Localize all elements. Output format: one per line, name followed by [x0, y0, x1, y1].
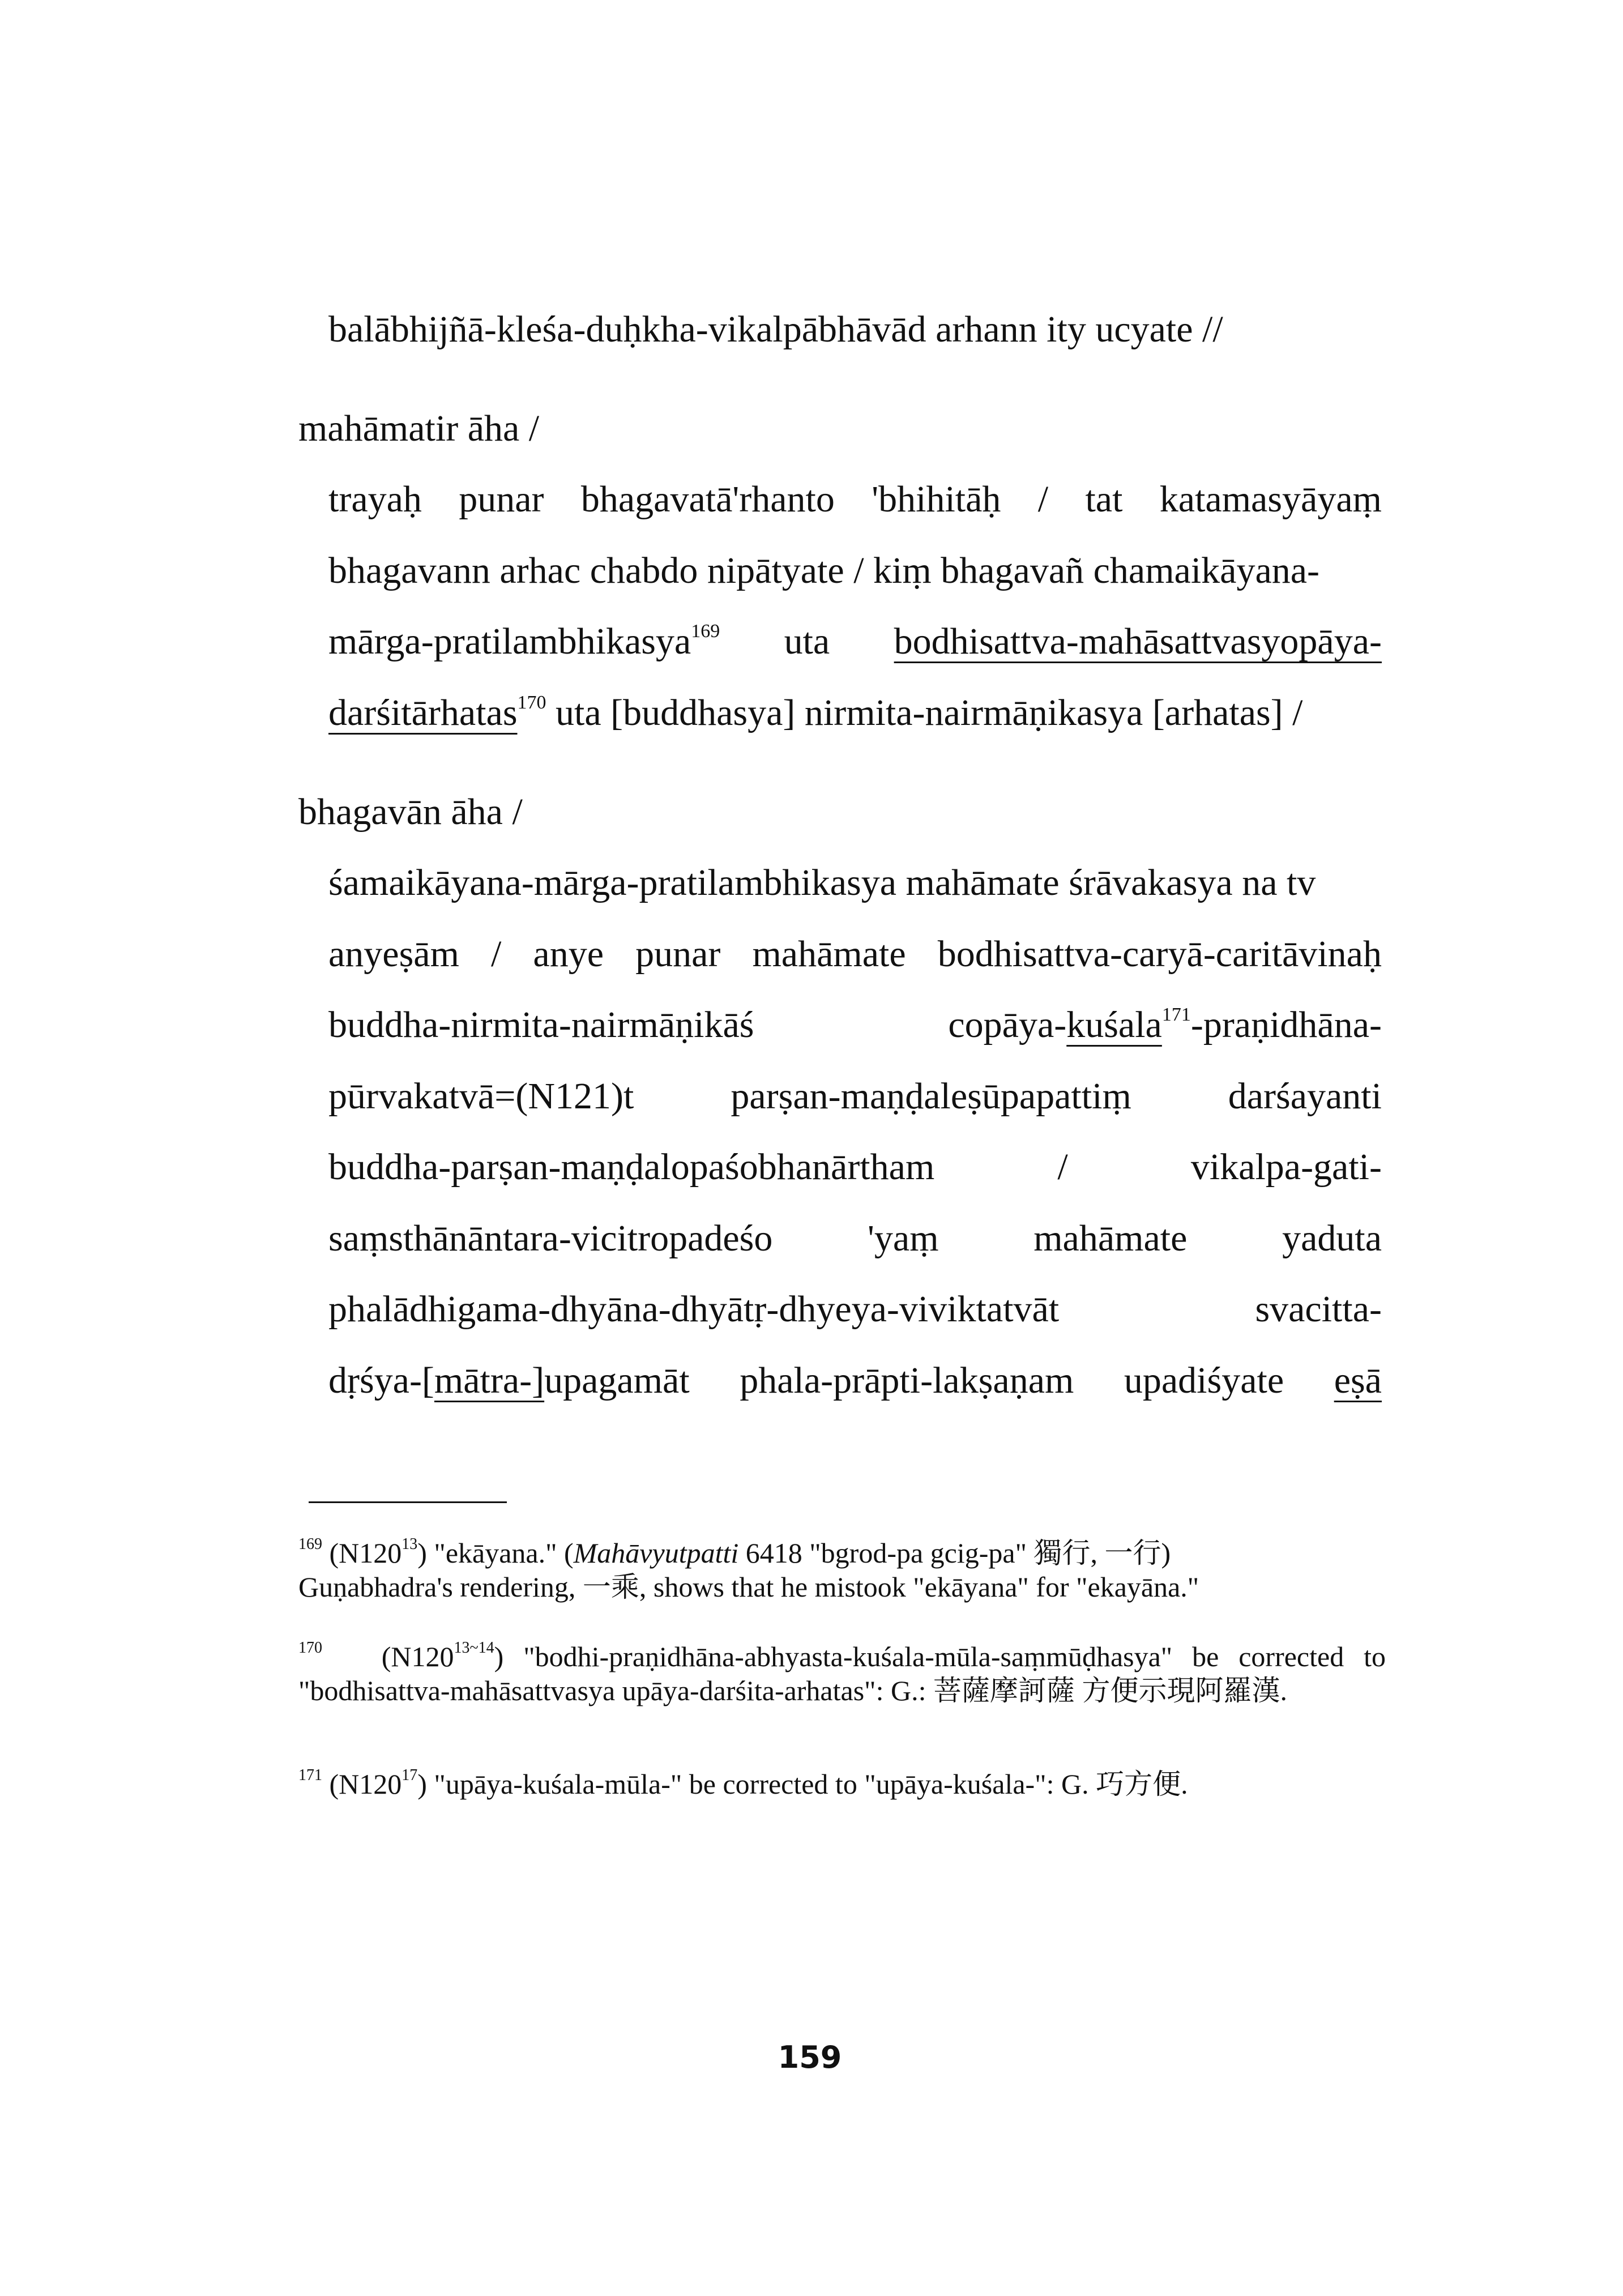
word: phala-prāpti-lakṣaṇam: [740, 1360, 1074, 1401]
body-line-11: [328, 1074, 1382, 1119]
word: mahāmate: [752, 933, 906, 975]
word: upadiśyate: [1124, 1360, 1284, 1401]
word: svacitta-: [1255, 1288, 1382, 1330]
body-line-3: [328, 477, 1382, 522]
footnote-171: $^{171}$ $(N120^{17})$ "upāya-kuśala-mūla-" be corrected to "upāya-kuśala-": G. 巧方便.: [298, 1766, 1188, 1800]
word: anye: [533, 933, 604, 975]
word: vikalpa-gati-: [1190, 1146, 1382, 1188]
word: punar: [635, 933, 721, 975]
word: mahāmate: [1033, 1218, 1188, 1259]
body-line-12: [328, 1145, 1382, 1190]
word: buddha-nirmita-nairmāṇikāś: [328, 1004, 754, 1045]
underlined-word: eṣā: [1334, 1360, 1382, 1401]
body-line-10: [328, 1002, 1382, 1048]
word: /: [490, 933, 502, 975]
page-number: 159: [778, 2039, 842, 2075]
body-line-8: śamaikāyana-mārga-pratilambhikasya mahāmate śrāvakasya na tv: [328, 862, 1316, 903]
body-line-6: [328, 690, 1303, 736]
body-line-1: balābhijñā-kleśa-duḥkha-vikalpābhāvād arhann ity ucyate //: [328, 309, 1223, 350]
word: 'bhihitāḥ: [872, 479, 1001, 520]
body-line-14: [328, 1287, 1382, 1332]
word: saṃsthānāntara-vicitropadeśo: [328, 1218, 773, 1259]
body-line-4: bhagavann arhac chabdo nipātyate / kiṃ bhagavañ chamaikāyana-: [328, 550, 1320, 591]
footnote-ref-169[interactable]: 169: [691, 621, 720, 642]
word: pūrvakatvā=(N121)t: [328, 1076, 634, 1117]
body-line-5: [328, 619, 1382, 664]
body-line-13: [328, 1216, 1382, 1261]
word: uta [buddhasya] nirmita-nairmāṇikasya [arhatas] /: [556, 692, 1303, 733]
word: buddha-parṣan-maṇḍalopaśobhanārtham: [328, 1146, 935, 1188]
word: punar: [459, 479, 544, 520]
word: anyeṣām: [328, 933, 459, 975]
footnote-ref-170[interactable]: 170: [517, 692, 546, 713]
word: /: [1037, 479, 1049, 520]
word: trayaḥ: [328, 479, 422, 520]
underlined-word: darśitārhatas: [328, 692, 518, 733]
footnote-divider: [309, 1501, 507, 1503]
body-line-15: [328, 1358, 1382, 1403]
word: uta: [784, 621, 830, 662]
footnote-169: [298, 1536, 1386, 1604]
footnote-number: 171: [298, 1766, 322, 1785]
word: phalādhigama-dhyāna-dhyātṛ-dhyeya-viviktatvāt: [328, 1288, 1060, 1330]
word: darśayanti: [1228, 1076, 1382, 1117]
word: tat: [1085, 479, 1123, 520]
footnote-number: 170: [298, 1639, 322, 1657]
underlined-word: mātra-]: [434, 1360, 545, 1401]
footnote-169-line-1: $^{169}$ $(N120^{13})$ "ekāyana." (Mahāvyutpatti 6418 "bgrod-pa gcig-pa" 獨行, 一行): [298, 1535, 1171, 1569]
word: yaduta: [1282, 1218, 1382, 1259]
word: bodhisattva-caryā-caritāvinaḥ: [937, 933, 1382, 975]
footnote-170: $^{170}$ $(N120^{13\sim 14})$ "bodhi-praṇidhāna-abhyasta-kuśala-mūla-saṃmūḍhasya" be corrected to "bodhisattva-mahāsattvasya upāya-darśita-arhatas": G.: 菩薩摩訶薩 方便示現阿羅漢.: [298, 1639, 1386, 1706]
footnote-169-line-2: Guṇabhadra's rendering, 一乘, shows that he mistook "ekāyana" for "ekayāna.": [298, 1571, 1199, 1603]
word: copāya-kuśala$^{171}$-praṇidhāna-: [948, 1004, 1382, 1045]
word: dṛśya-[mātra-]upagamāt: [328, 1360, 690, 1401]
body-line-9: [328, 932, 1382, 977]
speaker-bhagavan: bhagavān āha /: [298, 791, 523, 833]
footnote-ref-171[interactable]: 171: [1161, 1004, 1191, 1025]
underlined-word: kuśala: [1066, 1004, 1162, 1045]
word: parṣan-maṇḍaleṣūpapattiṃ: [731, 1076, 1131, 1117]
word: bhagavatā'rhanto: [580, 479, 835, 520]
underlined-word: bodhisattva-mahāsattvasyopāya-: [894, 621, 1382, 662]
word: 'yaṃ: [868, 1218, 939, 1259]
word: katamasyāyaṃ: [1159, 479, 1382, 520]
speaker-mahamati: mahāmatir āha /: [298, 408, 540, 449]
word: /: [1057, 1146, 1068, 1188]
word: mārga-pratilambhikasya$^{169}$: [328, 621, 720, 662]
footnote-number: 169: [298, 1535, 322, 1554]
